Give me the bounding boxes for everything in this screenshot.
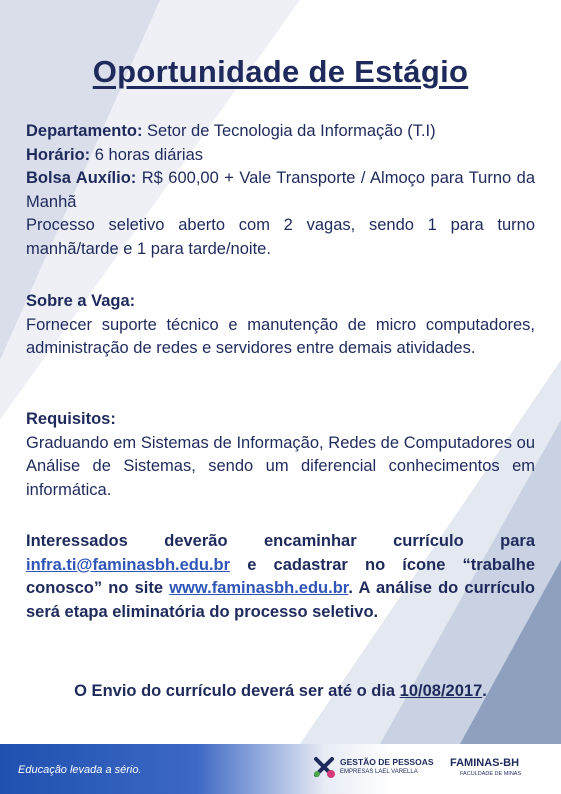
requisitos-section xyxy=(26,408,535,502)
bolsa-value: R$ 600,00 + Vale Transporte / Almoço para Turno da Manhã xyxy=(26,169,536,211)
departamento-value: Setor de Tecnologia da Informação (T.I) xyxy=(147,122,436,140)
gestao-pessoas-icon xyxy=(312,755,336,779)
logo1-title: GESTÃO DE PESSOAS xyxy=(340,757,434,767)
horario-value: 6 horas diárias xyxy=(94,145,203,164)
info-block xyxy=(26,120,535,261)
logo1-subtitle: EMPRESAS LAEL VARELLA xyxy=(340,769,418,775)
interessados-text-1: Interessados deverão encaminhar currículo para xyxy=(26,532,535,550)
bolsa-label: Bolsa Auxílio: xyxy=(26,169,137,187)
prazo-line xyxy=(26,680,535,704)
site-link[interactable]: www.faminasbh.edu.br xyxy=(169,579,349,597)
requisitos-heading: Requisitos: xyxy=(26,410,116,428)
logo2-subtitle: FACULDADE DE MINAS xyxy=(460,771,522,777)
requisitos-text: Graduando em Sistemas de Informação, Redes de Computadores ou Análise de Sistemas, sendo um diferencial conhecimentos em informática. xyxy=(26,433,535,499)
footer-bar xyxy=(0,744,561,794)
departamento-label: Departamento: xyxy=(26,122,143,140)
footer-slogan: Educação levada a sério. xyxy=(18,764,142,776)
prazo-end: . xyxy=(482,682,487,700)
prazo-text: O Envio do currículo deverá ser até o dia xyxy=(74,682,400,700)
page-title: Oportunidade de Estágio xyxy=(92,54,469,89)
prazo-date: 10/08/2017 xyxy=(399,682,483,700)
interessados-text-2: e cadastrar no ícone “trabalhe conosco” no site xyxy=(26,555,535,597)
interessados-paragraph xyxy=(26,530,535,624)
email-link[interactable]: infra.ti@faminasbh.edu.br xyxy=(26,555,231,574)
sobre-text: Fornecer suporte técnico e manutenção de micro computadores, administração de redes e servidores entre demais atividades. xyxy=(26,315,535,357)
processo-text: Processo seletivo aberto com 2 vagas, sendo 1 para turno manhã/tarde e 1 para tarde/noite. xyxy=(26,216,535,258)
sobre-heading: Sobre a Vaga: xyxy=(26,292,136,310)
sobre-section xyxy=(26,290,535,361)
horario-label: Horário: xyxy=(26,145,91,164)
interessados-text-3: . A análise do currículo será etapa eliminatória do processo seletivo. xyxy=(26,579,536,621)
faminas-logo xyxy=(450,758,521,780)
gestao-pessoas-logo xyxy=(312,755,434,779)
logo2-title: FAMINAS-BH xyxy=(450,757,520,769)
